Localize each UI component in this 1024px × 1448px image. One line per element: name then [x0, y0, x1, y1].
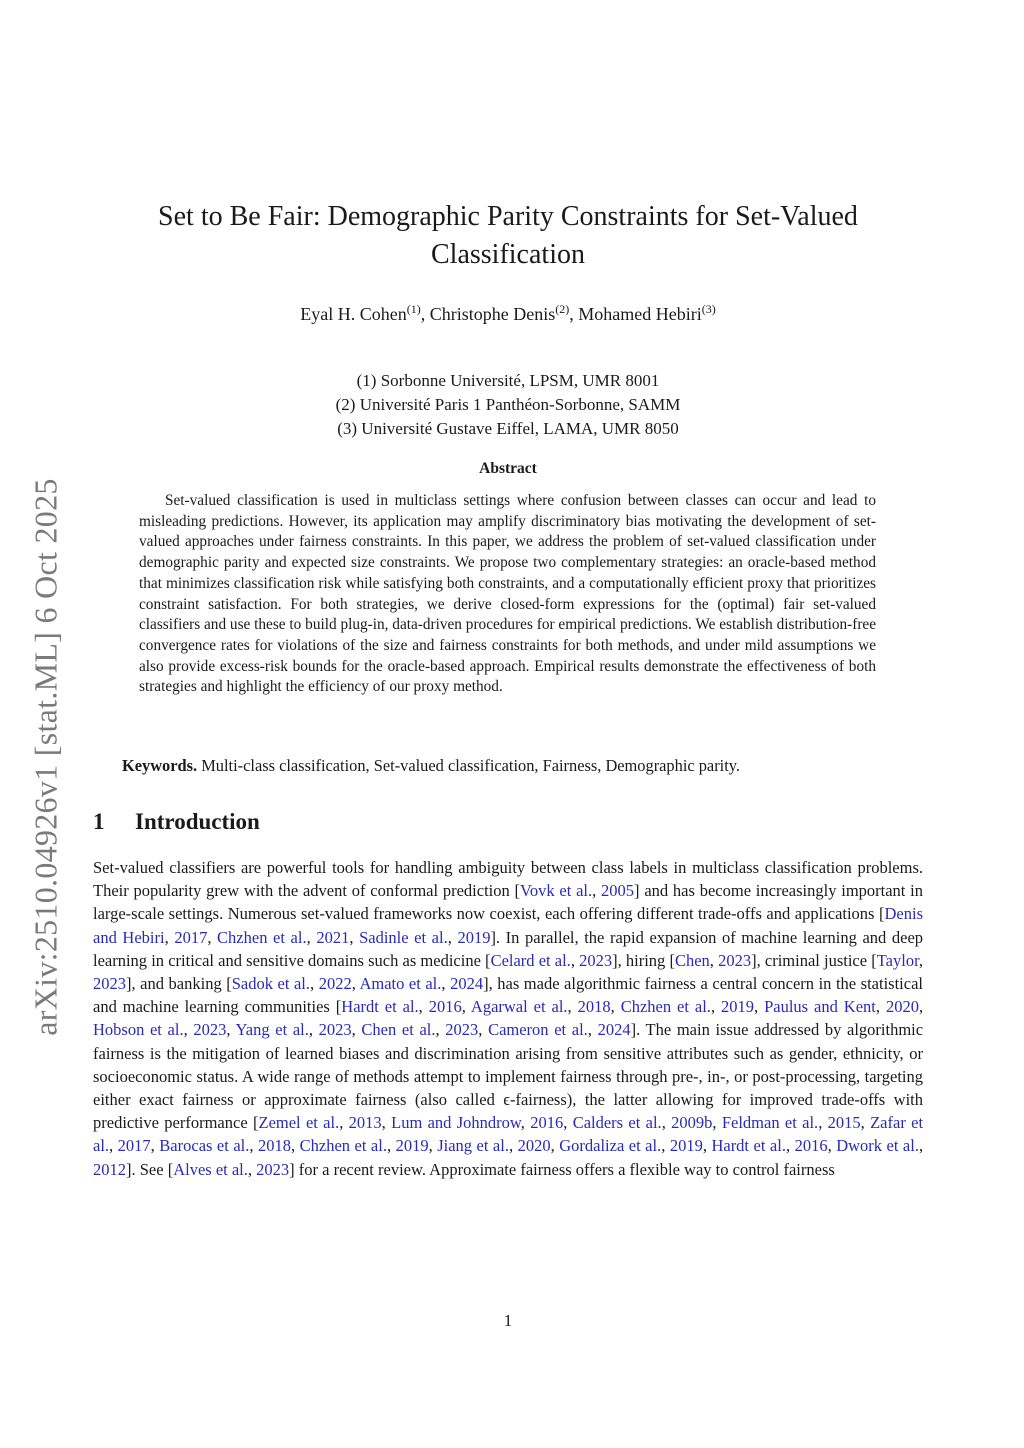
citation-link[interactable]: 2024: [450, 974, 484, 994]
body-text: ,: [661, 1113, 672, 1133]
abstract-heading: Abstract: [479, 460, 537, 477]
citation-link[interactable]: 2005: [601, 881, 635, 901]
body-text: ,: [818, 1113, 828, 1133]
body-text: ] and has become increasingly important in large-scale settings. Numerous set-valued frameworks now coexist, each offering different trade-offs and applications [: [93, 881, 924, 924]
section-title: Introduction: [135, 809, 260, 834]
citation-link[interactable]: 2021: [316, 927, 350, 947]
body-text: ]. See [: [126, 1159, 174, 1179]
citation-link[interactable]: Feldman et al.: [721, 1113, 819, 1133]
body-text: ,: [351, 974, 360, 994]
body-text: ] for a recent review. Approximate fairness offers a flexible way to control fairness: [289, 1159, 835, 1179]
citation-link[interactable]: 2018: [258, 1136, 291, 1156]
citation-link[interactable]: Calders et al.: [572, 1113, 662, 1133]
introduction-paragraph: [93, 856, 923, 1181]
citation-link[interactable]: Gordaliza et al.: [559, 1136, 662, 1156]
body-text: ,: [249, 1136, 258, 1156]
citation-link[interactable]: Zemel et al.: [258, 1113, 340, 1133]
citation-link[interactable]: 2023: [256, 1159, 290, 1179]
citation-link[interactable]: Dwork et al.: [836, 1136, 919, 1156]
citation-link[interactable]: Chzhen et al.: [217, 927, 307, 947]
citation-link[interactable]: Hardt et al.: [341, 997, 419, 1017]
citation-link[interactable]: 2012: [93, 1159, 126, 1179]
body-text: ,: [827, 1136, 837, 1156]
author-affiliation-mark: (1): [406, 302, 421, 316]
body-text: ], and banking [: [126, 974, 232, 994]
citation-link[interactable]: 2023: [445, 1020, 479, 1040]
citation-link[interactable]: 2013: [348, 1113, 382, 1133]
body-text: ,: [712, 1113, 722, 1133]
body-text: ,: [435, 1020, 446, 1040]
body-text: Set-valued classifiers are powerful tools for handling ambiguity between class labels in multiclass classification problems. Their popularity grew with the advent of conformal prediction [: [93, 858, 923, 901]
citation-link[interactable]: Chen: [674, 950, 710, 970]
body-text: ,: [310, 974, 319, 994]
citation-link[interactable]: Taylor: [876, 950, 919, 970]
citation-link[interactable]: Sadok et al.: [231, 974, 311, 994]
author-list: Eyal H. Cohen$^{(1)}$, Christophe Denis$^{(2)}$, Mohamed Hebiri$^{(3)}$: [300, 302, 716, 324]
body-text: ], has made algorithmic fairness a central concern in the statistical and machine learning communities [: [93, 974, 923, 1017]
body-text: ,: [563, 1113, 573, 1133]
paper-title: Set to Be Fair: Demographic Parity Constraints for Set-Valued Classification: [158, 201, 858, 270]
body-text: ,: [610, 997, 621, 1017]
citation-link[interactable]: 2020: [517, 1136, 551, 1156]
citation-link[interactable]: Amato et al.: [359, 974, 442, 994]
citation-link[interactable]: Jiang et al.: [437, 1136, 509, 1156]
citation-link[interactable]: 2016: [428, 997, 462, 1017]
keywords-text: Multi-class classification, Set-valued classification, Fairness, Demographic parity.: [201, 756, 741, 775]
body-text: ,: [207, 927, 218, 947]
author-name: Christophe Denis: [429, 304, 556, 324]
body-text: ,: [308, 1020, 319, 1040]
body-text: ,: [918, 950, 924, 970]
citation-link[interactable]: Hardt et al.: [711, 1136, 786, 1156]
citation-link[interactable]: 2009b: [671, 1113, 713, 1133]
citation-link[interactable]: Agarwal et al.: [470, 997, 568, 1017]
citation-link[interactable]: Barocas et al.: [159, 1136, 250, 1156]
citation-link[interactable]: Yang et al.: [235, 1020, 309, 1040]
citation-link[interactable]: 2017: [174, 927, 208, 947]
page-number: 1: [503, 1311, 513, 1330]
body-text: ,: [461, 997, 471, 1017]
citation-link[interactable]: 2023: [318, 1020, 352, 1040]
author-affiliation-mark: (2): [555, 302, 570, 316]
section-heading: [93, 809, 260, 835]
body-text: ,: [428, 1136, 438, 1156]
body-text: ]. In parallel, the rapid expansion of machine learning and deep learning in critical and sensitive domains such as medicine [: [93, 927, 924, 970]
body-text: ,: [570, 950, 580, 970]
citation-link[interactable]: Vovk et al.: [520, 881, 593, 901]
citation-link[interactable]: 2019: [457, 927, 491, 947]
citation-link[interactable]: 2019: [669, 1136, 703, 1156]
body-text: ,: [754, 997, 765, 1017]
citation-link[interactable]: Chzhen et al.: [620, 997, 711, 1017]
body-text: ,: [381, 1113, 392, 1133]
citation-link[interactable]: Celard et al.: [490, 950, 571, 970]
body-text: ,: [709, 950, 719, 970]
body-text: ,: [418, 997, 429, 1017]
body-text: ,: [592, 881, 602, 901]
abstract-body: Set-valued classification is used in multiclass settings where confusion between classes can occur and lead to misleading predictions. However, its application may amplify discriminatory bias motivating the development of set-valued approaches under fairness constraints. In this paper, we address the problem of set-valued classification under demographic parity and expected size constraints. We propose two complementary strategies: an oracle-based method that minimizes classification risk while satisfying both constraints, and a computationally efficient proxy that prioritizes constraint satisfaction. For both strategies, we derive closed-form expressions for the (optimal) fair set-valued classifiers and use these to build plug-in, data-driven procedures for empirical predictions. We establish distribution-free convergence rates for violations of the size and fairness constraints for both methods, and under mild assumptions we also provide excess-risk bounds for the oracle-based approach. Empirical results demonstrate the effectiveness of both strategies and highlight the efficiency of our proxy method.: [139, 492, 876, 696]
citation-link[interactable]: Paulus and Kent: [764, 997, 876, 1017]
citation-link[interactable]: 2015: [827, 1113, 861, 1133]
body-text: ,: [918, 997, 924, 1017]
body-text: ,: [520, 1113, 531, 1133]
author-name: Mohamed Hebiri: [578, 304, 702, 324]
affiliation: (1) Sorbonne Université, LPSM, UMR 8001: [356, 371, 660, 390]
citation-link[interactable]: Cameron et al.: [488, 1020, 588, 1040]
body-text: ,: [183, 1020, 194, 1040]
affiliation-list: [110, 369, 906, 441]
body-text: ,: [587, 1020, 598, 1040]
affiliation: (2) Université Paris 1 Panthéon-Sorbonne, SAMM: [335, 395, 681, 414]
body-text: ,: [339, 1113, 349, 1133]
citation-link[interactable]: Hobson et al.: [93, 1020, 184, 1040]
keywords-line: [122, 755, 912, 777]
citation-link[interactable]: 2022: [318, 974, 352, 994]
affiliation: (3) Université Gustave Eiffel, LAMA, UMR 8050: [337, 419, 679, 438]
body-text: ]. The main issue addressed by algorithmic fairness is the mitigation of learned biases and discrimination arising from sensitive attributes such as gender, ethnicity, or socioeconomic status. A wide range of methods attempt to implement fairness through pre-, in-, or post-processing, targeting either exact fairness or approximate fairness (also called ϵ-fairness), the latter allowing for improved trade-offs with predictive performance [: [93, 1020, 924, 1133]
body-text: ], hiring [: [612, 950, 675, 970]
body-text: ,: [550, 1136, 560, 1156]
citation-link[interactable]: 2019: [395, 1136, 429, 1156]
body-text: ,: [447, 927, 458, 947]
citation-link[interactable]: 2023: [93, 974, 126, 994]
citation-link[interactable]: 2018: [577, 997, 611, 1017]
body-text: ,: [226, 1020, 236, 1040]
citation-link[interactable]: 2020: [885, 997, 919, 1017]
section-number: 1: [93, 809, 105, 834]
body-text: ,: [918, 1136, 924, 1156]
arxiv-stamp-text: arXiv:2510.04926v1 [stat.ML] 6 Oct 2025: [27, 478, 64, 1036]
author-affiliation-mark: (3): [701, 302, 716, 316]
body-text: ,: [349, 927, 360, 947]
citation-link[interactable]: Chen et al.: [361, 1020, 436, 1040]
citation-link[interactable]: 2023: [579, 950, 613, 970]
body-text: ,: [785, 1136, 795, 1156]
body-text: ,: [150, 1136, 160, 1156]
body-text: ,: [291, 1136, 300, 1156]
citation-link[interactable]: Denis and Hebiri: [93, 904, 923, 947]
citation-link[interactable]: 2016: [794, 1136, 828, 1156]
body-text: ,: [508, 1136, 518, 1156]
citation-link[interactable]: 2019: [721, 997, 755, 1017]
keywords-label: Keywords.: [122, 756, 198, 775]
body-text: ,: [710, 997, 722, 1017]
citation-link[interactable]: 2023: [718, 950, 752, 970]
citation-link[interactable]: 2024: [597, 1020, 631, 1040]
body-text: ,: [567, 997, 578, 1017]
citation-link[interactable]: Zafar et al.: [93, 1113, 924, 1156]
citation-link[interactable]: 2016: [530, 1113, 564, 1133]
citation-link[interactable]: 2017: [117, 1136, 151, 1156]
body-text: ,: [351, 1020, 362, 1040]
author-name: Eyal H. Cohen: [300, 304, 407, 324]
body-text: ,: [702, 1136, 712, 1156]
body-text: ,: [661, 1136, 670, 1156]
body-text: ,: [478, 1020, 489, 1040]
citation-link[interactable]: Chzhen et al.: [299, 1136, 387, 1156]
citation-link[interactable]: Alves et al.: [173, 1159, 248, 1179]
body-text: ,: [386, 1136, 396, 1156]
body-text: ], criminal justice [: [751, 950, 877, 970]
body-text: ,: [109, 1136, 118, 1156]
body-text: ,: [441, 974, 451, 994]
body-text: ,: [860, 1113, 871, 1133]
citation-link[interactable]: Lum and Johndrow: [391, 1113, 521, 1133]
body-text: ,: [875, 997, 886, 1017]
citation-link[interactable]: Sadinle et al.: [359, 927, 448, 947]
citation-link[interactable]: 2023: [193, 1020, 227, 1040]
body-text: ,: [306, 927, 317, 947]
body-text: ,: [247, 1159, 257, 1179]
body-text: ,: [164, 927, 175, 947]
